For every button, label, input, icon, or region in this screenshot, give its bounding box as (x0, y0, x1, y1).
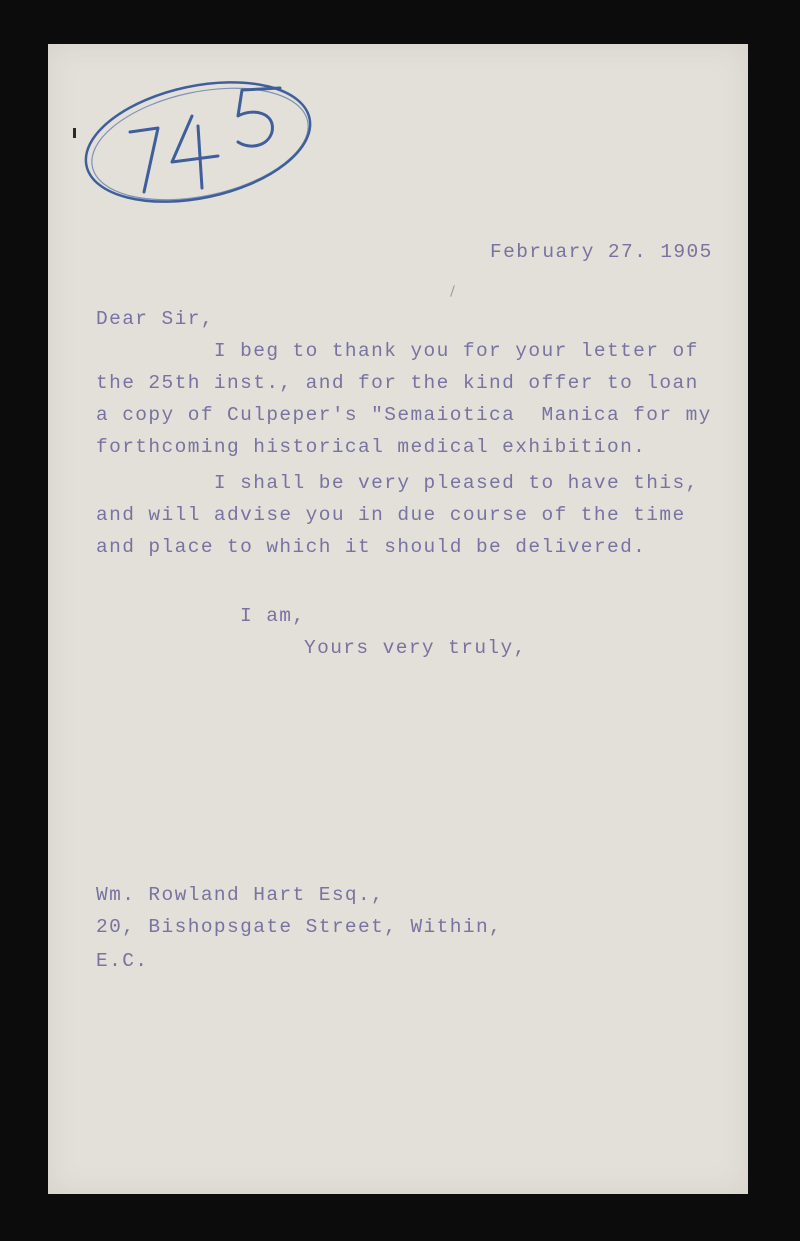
address-line: E.C. (96, 950, 149, 972)
letter-page (48, 44, 748, 1194)
salutation: Dear Sir, (96, 308, 214, 330)
body-line: I shall be very pleased to have this, (96, 472, 699, 494)
body-line: a copy of Culpeper's "Semaiotica Manica for my (96, 404, 712, 426)
address-line: Wm. Rowland Hart Esq., (96, 884, 385, 906)
stamp-number-text (80, 70, 320, 210)
closing-i-am: I am, (240, 605, 306, 627)
body-line: I beg to thank you for your letter of (96, 340, 699, 362)
body-line: and will advise you in due course of the time (96, 504, 686, 526)
closing-yours-truly: Yours very truly, (304, 637, 527, 659)
margin-tick-mark (73, 128, 76, 138)
body-line: and place to which it should be delivered. (96, 536, 647, 558)
body-line: forthcoming historical medical exhibition. (96, 436, 647, 458)
body-line: the 25th inst., and for the kind offer to loan (96, 372, 699, 394)
address-line: 20, Bishopsgate Street, Within, (96, 916, 503, 938)
letter-date: February 27. 1905 (490, 241, 713, 263)
